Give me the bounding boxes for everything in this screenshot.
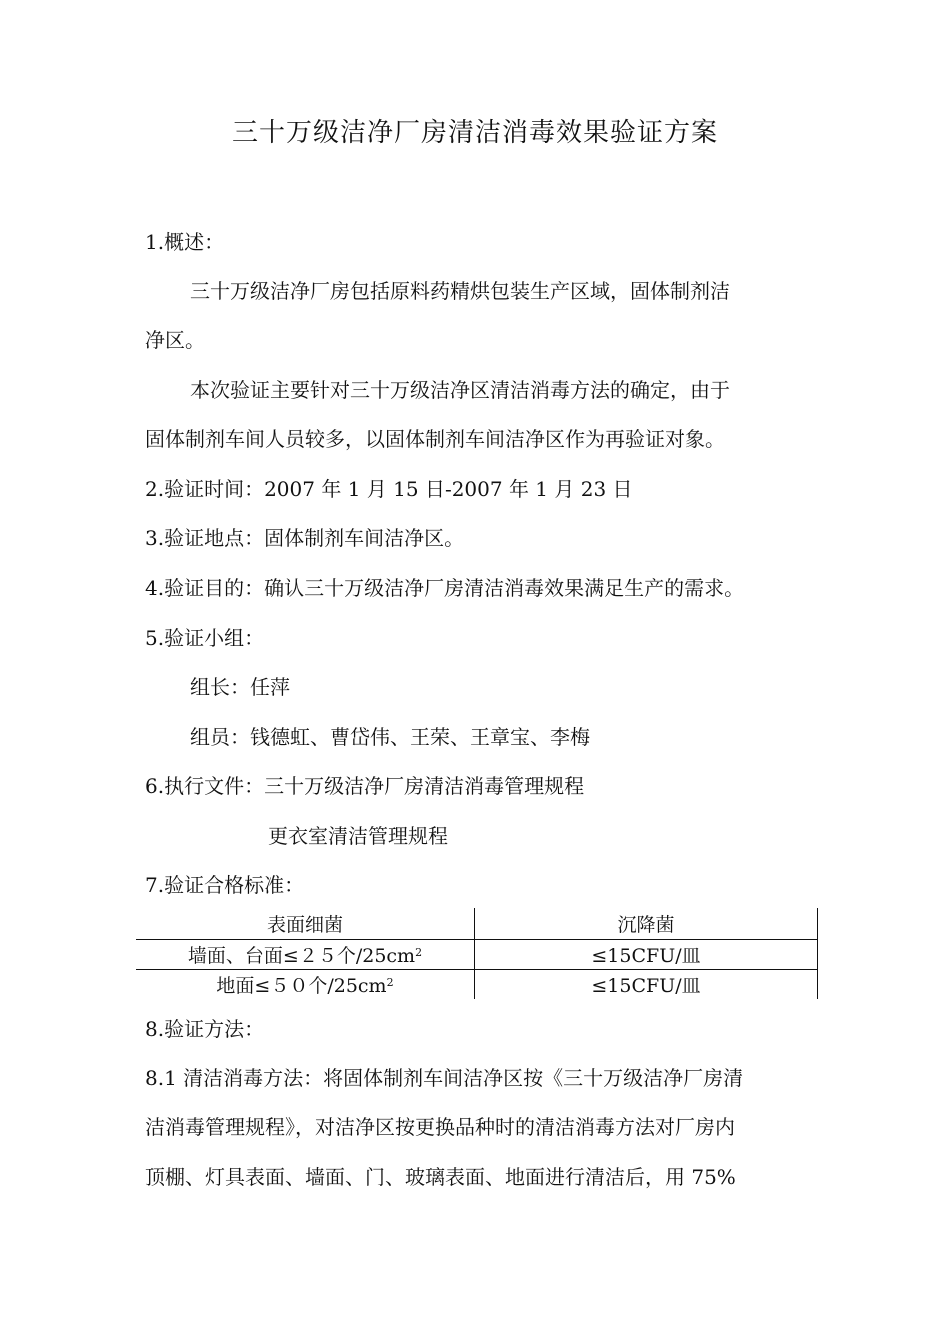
team-leader: 组长：任萍: [190, 675, 290, 699]
document-title: 三十万级洁净厂房清洁消毒效果验证方案: [231, 118, 718, 148]
table-cell-surface: [136, 970, 475, 1000]
overview-paragraph-2-line-1: 本次验证主要针对三十万级洁净区清洁消毒方法的确定，由于: [190, 378, 730, 402]
unit-superscript: 2: [415, 946, 423, 959]
overview-paragraph-2-line-2: 固体制剂车间人员较多，以固体制剂车间洁净区作为再验证对象。: [145, 427, 725, 451]
surface-limit-text: 墙面、台面≤２５个/25cm: [187, 945, 416, 967]
table-header-row: [136, 908, 818, 940]
section-validation-time: 2.验证时间：2007 年 1 月 15 日-2007 年 1 月 23 日: [145, 477, 633, 501]
method-paragraph-line-1: 8.1 清洁消毒方法：将固体制剂车间洁净区按《三十万级洁净厂房清: [145, 1066, 744, 1090]
table-row: [136, 970, 818, 1000]
section-execution-documents: 6.执行文件：三十万级洁净厂房清洁消毒管理规程: [145, 774, 585, 798]
execution-document-2: 更衣室清洁管理规程: [268, 824, 448, 848]
overview-paragraph-1-line-1: 三十万级洁净厂房包括原料药精烘包装生产区域，固体制剂洁: [190, 279, 730, 303]
surface-limit-text: 地面≤５０个/25cm: [216, 975, 387, 997]
section-validation-team: 5.验证小组：: [145, 626, 265, 650]
acceptance-criteria-table: [136, 908, 818, 999]
table-cell-settle: ≤15CFU/皿: [475, 940, 818, 970]
table-cell-surface: [136, 940, 475, 970]
section-validation-method: 8.验证方法：: [145, 1017, 265, 1041]
section-acceptance-criteria: 7.验证合格标准：: [145, 873, 305, 897]
table-header-settling-bacteria: 沉降菌: [475, 908, 818, 940]
section-validation-purpose: 4.验证目的：确认三十万级洁净厂房清洁消毒效果满足生产的需求。: [145, 576, 745, 600]
table-row: [136, 940, 818, 970]
method-paragraph-line-3: 顶棚、灯具表面、墙面、门、玻璃表面、地面进行清洁后，用 75%: [145, 1165, 736, 1189]
unit-superscript: 2: [386, 976, 394, 989]
overview-paragraph-1-line-2: 净区。: [145, 328, 205, 352]
team-members: 组员：钱德虹、曹岱伟、王荣、王章宝、李梅: [190, 725, 590, 749]
method-paragraph-line-2: 洁消毒管理规程》，对洁净区按更换品种时的清洁消毒方法对厂房内: [145, 1115, 735, 1139]
section-validation-location: 3.验证地点：固体制剂车间洁净区。: [145, 526, 465, 550]
section-overview-heading: 1.概述：: [145, 230, 225, 254]
table-header-surface-bacteria: 表面细菌: [136, 908, 475, 940]
table-cell-settle: ≤15CFU/皿: [475, 970, 818, 1000]
